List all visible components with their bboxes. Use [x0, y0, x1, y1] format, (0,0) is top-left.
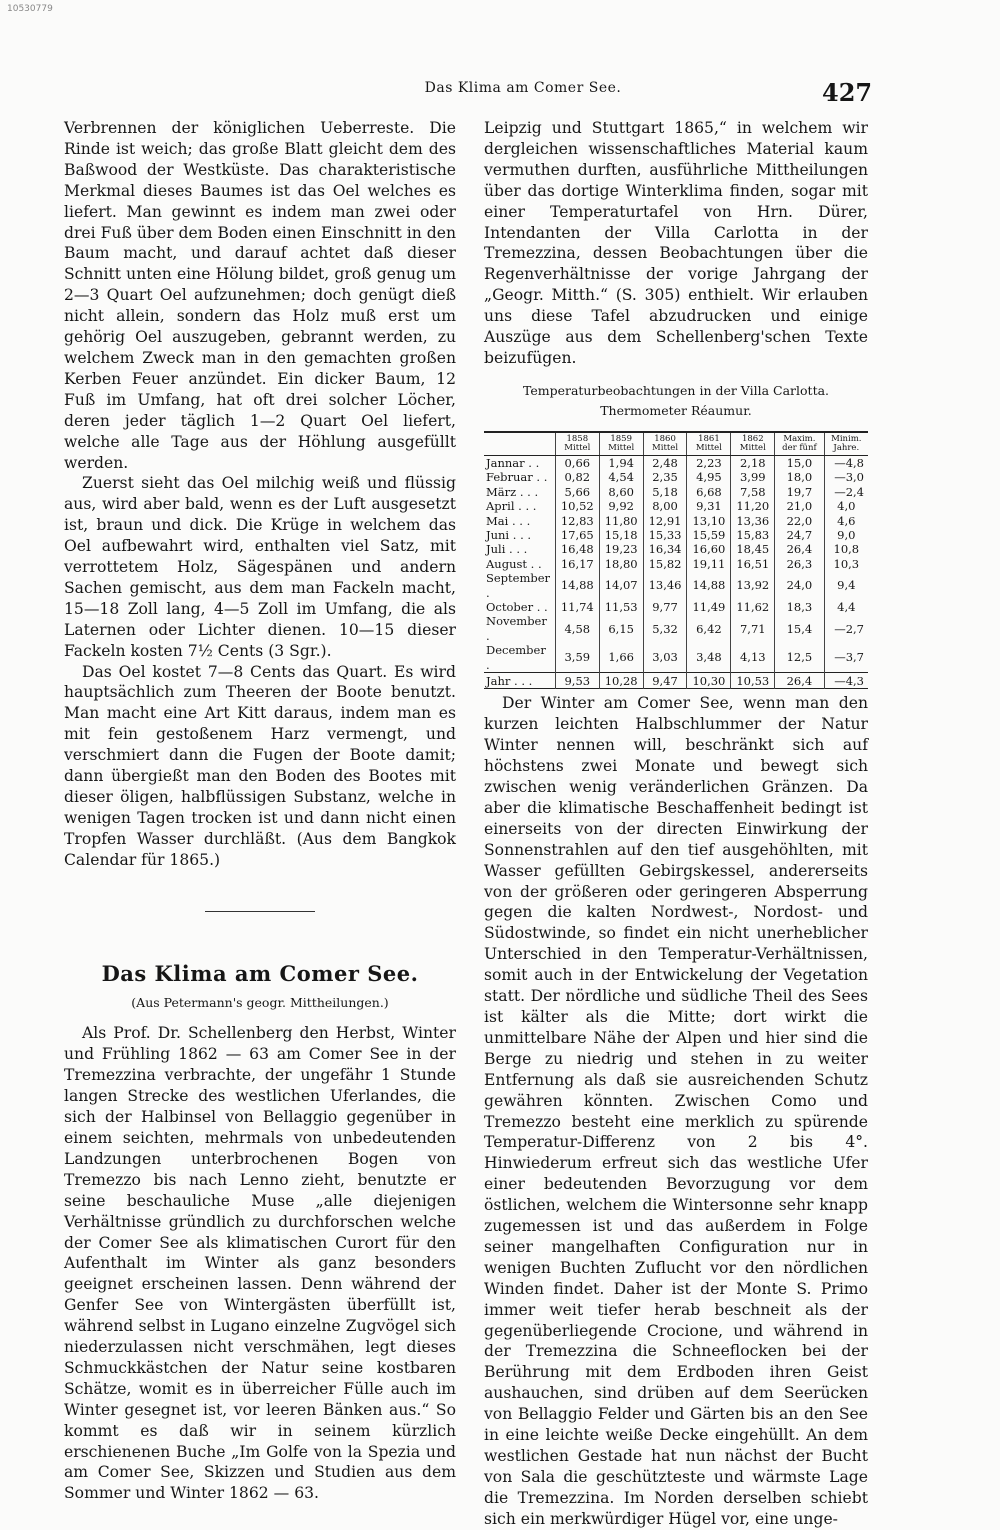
- temperature-value: 4,6: [824, 514, 868, 528]
- right-column: [484, 118, 868, 1530]
- temperature-value: 9,0: [824, 528, 868, 542]
- temperature-value: 14,07: [599, 571, 643, 600]
- temperature-value: 9,92: [599, 499, 643, 513]
- section-divider: [205, 911, 315, 912]
- temperature-table: [484, 431, 868, 690]
- temperature-value: 9,4: [824, 571, 868, 600]
- temperature-value: 13,92: [731, 571, 775, 600]
- temperature-value: —4,3: [824, 672, 868, 688]
- temperature-value: 10,28: [599, 672, 643, 688]
- temperature-value: 9,47: [643, 672, 687, 688]
- table-caption-unit: Thermometer Réaumur.: [600, 402, 752, 418]
- temperature-value: 4,54: [599, 470, 643, 484]
- month-label: April . . .: [486, 499, 537, 514]
- temperature-value: 26,3: [775, 557, 824, 571]
- temperature-value: 13,46: [643, 571, 687, 600]
- temperature-value: 12,91: [643, 514, 687, 528]
- temperature-value: 11,62: [731, 600, 775, 614]
- month-label: März . . .: [486, 484, 539, 499]
- temperature-value: 6,68: [687, 485, 731, 499]
- header-column: 1862 Mittel: [731, 432, 775, 456]
- table-row: [484, 514, 868, 528]
- temperature-value: 5,32: [643, 614, 687, 643]
- temperature-value: 4,13: [731, 643, 775, 672]
- temperature-value: 10,3: [824, 557, 868, 571]
- temperature-value: 19,23: [599, 542, 643, 556]
- article-title: Das Klima am Comer See.: [101, 960, 419, 986]
- temperature-value: 11,80: [599, 514, 643, 528]
- temperature-value: 3,99: [731, 470, 775, 484]
- header-column: 1859 Mittel: [599, 432, 643, 456]
- temperature-value: 10,30: [687, 672, 731, 688]
- temperature-value: 2,35: [643, 470, 687, 484]
- temperature-value: 9,53: [555, 672, 599, 688]
- temperature-value: 11,74: [555, 600, 599, 614]
- paragraph-winter-climate: Der Winter am Comer See, wenn man den kurzen leichten Halbschlummer der Natur Winter nennen will, beschränkt sich auf höchstens zwei Monate und bewegt sich zwischen wenig veränderlichen Gränzen. Da aber die klimatische Beschaffenheit bedingt ist einerseits von der directen Einwirkung der Sonnenstrahlen auf den tief ausgehöhlten, mit Wasser gefüllten Gebirgskessel, andererseits von der größeren oder geringeren Absperrung gegen die kalten Nordwest-, Nordost- und Südostwinde, so findet ein nicht unerheblicher Unterschied in den Temperatur-Verhältnissen, somit auch in der Entwickelung der Vegetation statt. Der nördliche und südliche Theil des Sees ist kälter als die Mitte; dort wirkt die unmittelbare Nähe der Alpen und hier sind die Berge zu niedrig und stehen in zu weiter Entfernung als daß sie ausreichenden Schutz gewähren könnten. Zwischen Como und Tremezzo besteht eine merklich zu spürende Temperatur-Differenz von 2 bis 4°. Hinwiederum erfreut sich das westliche Ufer einer bedeutenden Bevorzugung vor dem östlichen, welchem die Wintersonne sehr knapp zugemessen ist und das außerdem in Folge seiner mangelhaften Configuration nur in wenigen Buchten Zuflucht vor den nördlichen Winden findet. Daher ist der Monte S. Primo immer weit tiefer herab beschneit als der gegenüberliegende Crocione, und während in der Tremezzina die Schneeflocken bei der Berührung mit dem Erdboden ihren Geist aushauchen, sind drüben auf dem Seerücken von Bellaggio Felder und Gärten bis an den See in eine leichte weiße Decke eingehüllt. An dem westlichen Gestade hat nun nächst der Bucht von Sala die geschützteste und wärmste Lage die Tremezzina. Im Norden derselben schiebt sich ein merkwürdiger Hügel vor, eine unge-: [484, 694, 868, 1528]
- table-row: [484, 470, 868, 484]
- header-column: Minim. Jahre.: [824, 432, 868, 456]
- temperature-value: 9,31: [687, 499, 731, 513]
- temperature-value: —2,4: [824, 485, 868, 499]
- table-caption-title: Temperaturbeobachtungen in der Villa Carlotta.: [522, 382, 830, 398]
- temperature-value: 18,3: [775, 600, 824, 614]
- temperature-value: 15,0: [775, 455, 824, 470]
- temperature-value: 16,51: [731, 557, 775, 571]
- table-row: [484, 542, 868, 556]
- table-caption: [484, 381, 868, 421]
- paragraph-article-intro: Als Prof. Dr. Schellenberg den Herbst, Winter und Frühling 1862 — 63 am Comer See in der Tremezzina verbrachte, der ungefähr 1 Stunde langen Strecke des westlichen Uferlandes, die sich der Halbinsel von Bellaggio gegenüber in einem seichten, mehrmals von unbedeutenden Landzungen unterbrochenen Bogen von Tremezzo bis nach Lenno zieht, benutzte er seine beschauliche Muse „alle diejenigen Verhältnisse gründlich zu durchforschen welche der Comer See als klimatischen Curort für den Aufenthalt im Winter als ganz besonders geeignet erscheinen lassen. Denn während der Genfer See von Wintergästen überfüllt ist, während selbst in Lugano einzelne Zugvögel sich niederzulassen nicht verschmähen, legt dieses Schmuckkästchen der Natur seine kostbaren Schätze, womit es in überreicher Fülle auch im Winter gesegnet ist, vor leeren Bänken aus.“ So kommt es daß wir in seinem kürzlich erschienenen Buche „Im Golfe von la Spezia und am Comer See, Skizzen und Studien aus dem Sommer und Winter 1862 — 63.: [64, 1024, 456, 1503]
- temperature-value: 24,0: [775, 571, 824, 600]
- temperature-value: 16,34: [643, 542, 687, 556]
- month-label: Jahr . . .: [484, 672, 555, 688]
- temperature-value: 26,4: [775, 542, 824, 556]
- running-head: Das Klima am Comer See.: [424, 80, 622, 96]
- temperature-value: 0,82: [555, 470, 599, 484]
- table-row: [484, 557, 868, 571]
- archive-reference-id: 10530779: [7, 4, 53, 14]
- temperature-value: 5,18: [643, 485, 687, 499]
- temperature-value: 10,52: [555, 499, 599, 513]
- temperature-value: 9,77: [643, 600, 687, 614]
- temperature-value: 26,4: [775, 672, 824, 688]
- temperature-value: 4,0: [824, 499, 868, 513]
- temperature-value: 14,88: [687, 571, 731, 600]
- month-label: October . .: [486, 599, 548, 614]
- temperature-value: 16,17: [555, 557, 599, 571]
- temperature-value: 15,82: [643, 557, 687, 571]
- temperature-value: 18,0: [775, 470, 824, 484]
- page-number: 427: [822, 78, 873, 107]
- month-label: Juli . . .: [486, 542, 528, 557]
- table-header-row: [484, 432, 868, 456]
- temperature-value: 3,48: [687, 643, 731, 672]
- temperature-value: 6,42: [687, 614, 731, 643]
- table-row: [484, 643, 868, 672]
- temperature-value: 17,65: [555, 528, 599, 542]
- table-row: [484, 600, 868, 614]
- temperature-value: 15,18: [599, 528, 643, 542]
- month-label: Februar . .: [486, 470, 548, 485]
- temperature-value: 18,45: [731, 542, 775, 556]
- temperature-value: 13,10: [687, 514, 731, 528]
- paragraph-article-continued: Leipzig und Stuttgart 1865,“ in welchem wir dergleichen wissenschaftliches Material kaum vermuthen durften, ausführliche Mittheilungen über das dortige Winterklima finden, sogar mit einer Temperaturtafel von Hrn. Dürer, Intendanten der Villa Carlotta in der Tremezzina, dessen Beobachtungen über die Regenverhältnisse der vorige Jahrgang der „Geogr. Mitth.“ (S. 305) enthielt. Wir erlauben uns diese Tafel abzudrucken und einige Auszüge aus dem Schellenberg'schen Texte beizufügen.: [484, 119, 868, 367]
- temperature-value: 4,4: [824, 600, 868, 614]
- temperature-value: 15,33: [643, 528, 687, 542]
- month-label: Mai . . .: [486, 513, 531, 528]
- temperature-value: 12,83: [555, 514, 599, 528]
- month-label: November .: [486, 614, 547, 643]
- temperature-value: 7,58: [731, 485, 775, 499]
- header-column: 1860 Mittel: [643, 432, 687, 456]
- table-row: [484, 614, 868, 643]
- table-row: [484, 499, 868, 513]
- table-row: [484, 571, 868, 600]
- temperature-value: 10,53: [731, 672, 775, 688]
- month-label: Jannar . .: [486, 455, 540, 470]
- temperature-value: —3,0: [824, 470, 868, 484]
- table-row: [484, 528, 868, 542]
- temperature-value: 0,66: [555, 455, 599, 470]
- table-row: [484, 455, 868, 470]
- temperature-value: 15,4: [775, 614, 824, 643]
- table-row-year: [484, 672, 868, 688]
- temperature-value: 19,7: [775, 485, 824, 499]
- header-column: 1861 Mittel: [687, 432, 731, 456]
- paragraph-oil-description: Zuerst sieht das Oel milchig weiß und flüssig aus, wird aber bald, wenn es der Luft ausgesetzt ist, braun und dick. Die Krüge in welchem das Oel aufbewahrt wird, enthalten viel Satz, mit verrottetem Holz, Sägespänen und andern Sachen gemischt, aus dem man Fackeln macht, 15—18 Zoll lang, 4—5 Zoll im Umfang, die als Laternen oder Lichter dienen. 10—15 dieser Fackeln kosten 7½ Cents (3 Sgr.).: [64, 474, 456, 660]
- temperature-value: 1,94: [599, 455, 643, 470]
- header-column: 1858 Mittel: [555, 432, 599, 456]
- temperature-value: 7,71: [731, 614, 775, 643]
- temperature-value: —4,8: [824, 455, 868, 470]
- month-label: August . .: [486, 556, 542, 571]
- header-column: Maxim. der fünf: [775, 432, 824, 456]
- temperature-value: 4,58: [555, 614, 599, 643]
- temperature-value: 10,8: [824, 542, 868, 556]
- temperature-value: 11,20: [731, 499, 775, 513]
- temperature-value: 2,48: [643, 455, 687, 470]
- temperature-value: 15,83: [731, 528, 775, 542]
- temperature-value: 3,59: [555, 643, 599, 672]
- temperature-value: 18,80: [599, 557, 643, 571]
- month-label: Juni . . .: [486, 527, 532, 542]
- temperature-value: 8,00: [643, 499, 687, 513]
- temperature-value: 24,7: [775, 528, 824, 542]
- temperature-value: 16,48: [555, 542, 599, 556]
- temperature-value: 8,60: [599, 485, 643, 499]
- table-row: [484, 485, 868, 499]
- temperature-value: 2,18: [731, 455, 775, 470]
- temperature-value: 13,36: [731, 514, 775, 528]
- temperature-value: 12,5: [775, 643, 824, 672]
- temperature-value: 6,15: [599, 614, 643, 643]
- temperature-value: 2,23: [687, 455, 731, 470]
- paragraph-oil-price: Das Oel kostet 7—8 Cents das Quart. Es wird hauptsächlich zum Theeren der Boote benutzt. Man macht eine Art Kitt daraus, indem man es mit fein gestoßenem Harz vermengt, und verschmiert dann die Fugen der Boote damit; dann übergießt man den Boden des Bootes mit dieser öligen, halbflüssigen Substanz, welche in wenigen Tagen trocken ist und dann nicht einen Tropfen Wasser durchläßt. (Aus dem Bangkok Calendar für 1865.): [64, 662, 456, 869]
- temperature-value: 15,59: [687, 528, 731, 542]
- month-label: September .: [486, 571, 551, 600]
- month-label: December .: [486, 643, 546, 672]
- temperature-value: 22,0: [775, 514, 824, 528]
- temperature-value: 11,49: [687, 600, 731, 614]
- temperature-value: —2,7: [824, 614, 868, 643]
- temperature-value: 19,11: [687, 557, 731, 571]
- article-source: (Aus Petermann's geogr. Mittheilungen.): [131, 994, 389, 1010]
- header-month: [484, 432, 555, 456]
- table-body: [484, 455, 868, 689]
- temperature-value: 21,0: [775, 499, 824, 513]
- temperature-value: 14,88: [555, 571, 599, 600]
- temperature-value: 5,66: [555, 485, 599, 499]
- temperature-value: 1,66: [599, 643, 643, 672]
- temperature-value: 4,95: [687, 470, 731, 484]
- temperature-value: 3,03: [643, 643, 687, 672]
- temperature-value: 11,53: [599, 600, 643, 614]
- temperature-value: —3,7: [824, 643, 868, 672]
- left-column: [64, 118, 456, 1504]
- temperature-value: 16,60: [687, 542, 731, 556]
- paragraph-continued: Verbrennen der königlichen Ueberreste. Die Rinde ist weich; das große Blatt gleicht dem des Baßwood der Westküste. Das charakteristische Merkmal dieses Baumes ist das Oel welches es liefert. Man gewinnt es indem man zwei oder drei Fuß über dem Boden einen Einschnitt in den Baum macht, und darauf achtet daß dieser Schnitt unten eine Hölung bildet, groß genug um 2—3 Quart Oel aufzunehmen; doch genügt dieß nicht allein, sondern das Holz muß erst um gehörig Oel auszugeben, gebrannt werden, zu welchem Zweck man in den gemachten großen Kerben Feuer anzündet. Ein dicker Baum, 12 Fuß im Umfang, hat oft drei solcher Löcher, deren jeder täglich 1—2 Quart Oel liefert, welche alle Tage aus der Höhlung ausgefüllt werden.: [64, 119, 456, 472]
